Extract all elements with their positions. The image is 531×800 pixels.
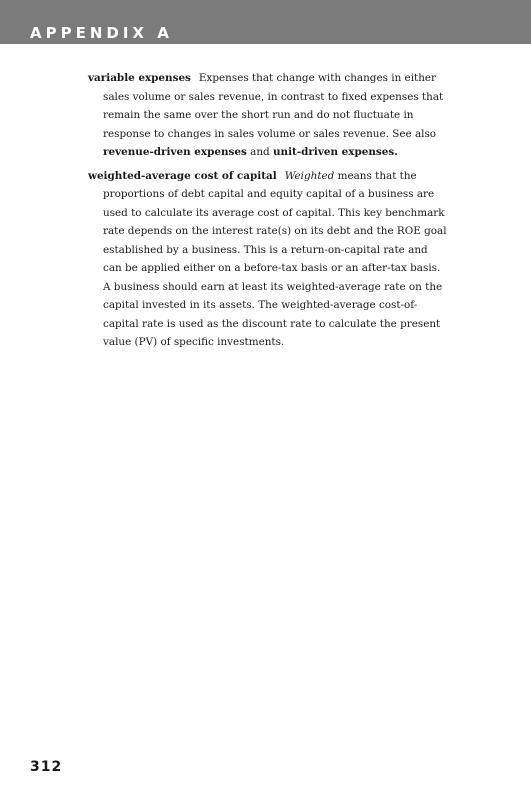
cross-reference: revenue-driven expenses [103,146,247,158]
glossary-content [88,69,448,357]
glossary-entry-weighted-average-cost-of-capital [88,167,448,352]
glossary-term: weighted-average cost of capital [88,169,277,182]
header-bar [0,0,531,44]
glossary-term: variable expenses [88,72,191,84]
definition-text: means that the proportions of debt capital and equity capital of a business are used to calculate its average cost of capital. This key benchmark rate depends on the interest rate(s) on its debt and the ROE goal established by a business. This is a return-on-capital rate and can be applied either on a before-tax basis or an after-tax basis. A business should earn at least its weighted-average rate on the capital invested in its assets. The weighted-average cost-of-capital rate is used as the discount rate to calculate the present value (PV) of specific investments. [103,169,447,348]
emphasized-word: Weighted [284,169,335,182]
glossary-entry-variable-expenses [88,69,448,162]
cross-reference: unit-driven expenses. [272,146,398,158]
running-header: APPENDIX A [30,24,173,42]
page-number: 312 [30,759,63,775]
definition-text: Expenses that change with changes in either sales volume or sales revenue, in contrast to fixed expenses that remain the same over the short run and do not fluctuate in response to changes in sales volume or sales revenue. See also [103,72,444,140]
definition-text: and [246,146,273,158]
